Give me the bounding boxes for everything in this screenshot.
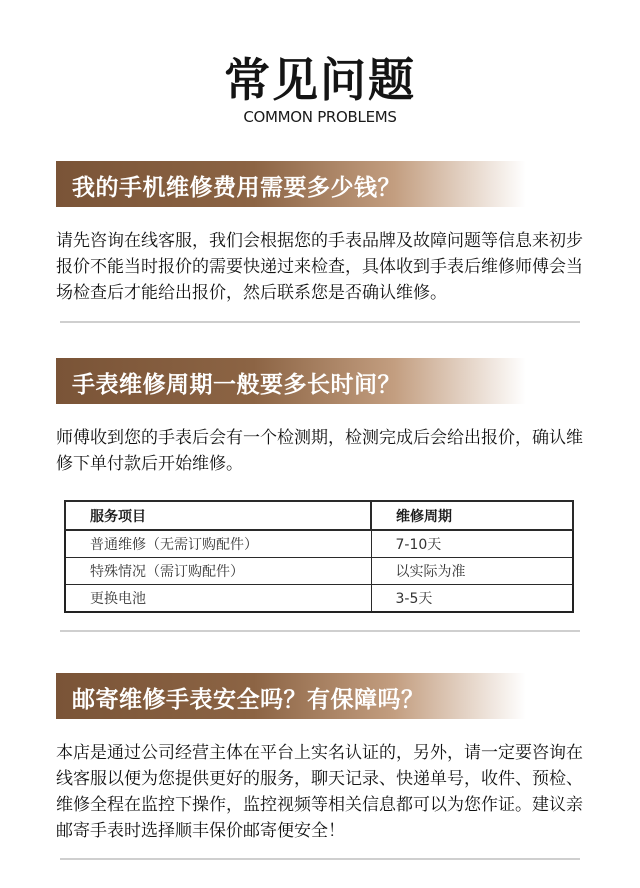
section-divider [60, 858, 580, 860]
question-banner-2 [56, 358, 526, 404]
question-text: 邮寄维修手表安全吗？有保障吗？ [72, 687, 425, 713]
question-text: 手表维修周期一般要多长时间？ [72, 372, 401, 398]
table-cell: 3-5天 [371, 585, 573, 613]
question-banner-1 [56, 161, 526, 207]
table-cell: 以实际为准 [371, 558, 573, 585]
table-cell: 更换电池 [65, 585, 371, 613]
page-title: 常见问题 [224, 53, 416, 107]
answer-text-3: 本店是通过公司经营主体在平台上实名认证的，另外，请一定要咨询在线客服以便为您提供更好的服务，聊天记录、快递单号，收件、预检、维修全程在监控下操作，监控视频等相关信息都可以为您作证。建议亲邮寄手表时选择顺丰保价邮寄便安全！ [56, 743, 583, 841]
section-divider [60, 630, 580, 632]
table-row [65, 530, 573, 558]
service-table [64, 500, 574, 613]
table-header-row [65, 501, 573, 530]
table-header-cell: 维修周期 [371, 501, 573, 530]
table-header-cell: 服务项目 [65, 501, 371, 530]
answer-text-2: 师傅收到您的手表后会有一个检测期，检测完成后会给出报价，确认维修下单付款后开始维修。 [56, 428, 583, 474]
table-row [65, 558, 573, 585]
table-cell: 特殊情况（需订购配件） [65, 558, 371, 585]
table-cell: 7-10天 [371, 530, 573, 558]
question-text: 我的手机维修费用需要多少钱？ [72, 175, 401, 201]
answer-text-1: 请先咨询在线客服，我们会根据您的手表品牌及故障问题等信息来初步报价不能当时报价的需要快递过来检查，具体收到手表后维修师傅会当场检查后才能给出报价，然后联系您是否确认维修。 [56, 231, 583, 303]
question-banner-3 [56, 673, 526, 719]
table-cell: 普通维修（无需订购配件） [65, 530, 371, 558]
section-divider [60, 321, 580, 323]
table-row [65, 585, 573, 613]
page-subtitle: COMMON PROBLEMS [243, 108, 397, 126]
